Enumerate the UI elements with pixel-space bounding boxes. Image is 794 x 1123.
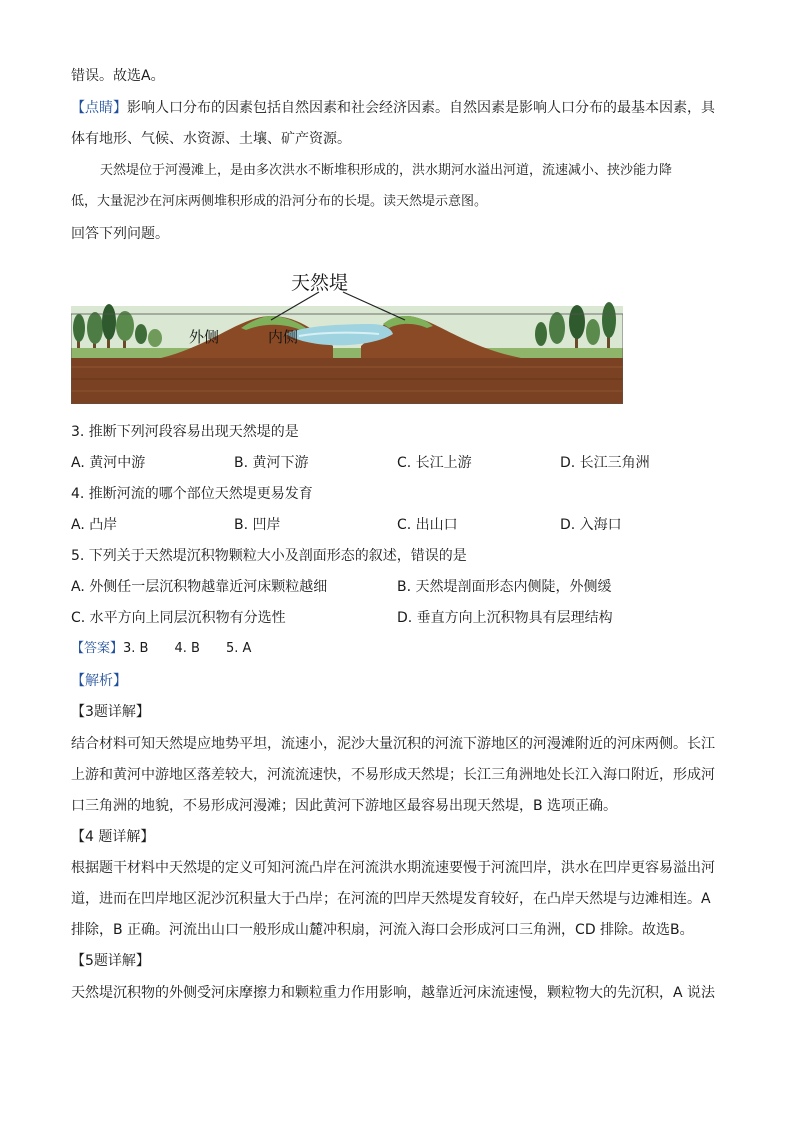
q5-option-b: B. 天然堤剖面形态内侧陡，外侧缓 <box>397 579 612 595</box>
figure-title: 天然堤 <box>291 272 349 294</box>
dianjing-tag: 【点睛】 <box>71 100 127 116</box>
q4-detail-line: 道，进而在凹岸地区泥沙沉积量大于凸岸；在河流的凹岸天然堤发育较好，在凸岸天然堤与边滩相连。A <box>71 891 711 907</box>
label-inner: 内侧 <box>268 328 299 346</box>
q3-detail-line: 口三角洲的地貌，不易形成河漫滩；因此黄河下游地区最容易出现天然堤，B 选项正确。 <box>71 798 618 814</box>
q4-option-c: C. 出山口 <box>397 517 458 533</box>
question-5-stem: 5. 下列关于天然堤沉积物颗粒大小及剖面形态的叙述，错误的是 <box>71 548 467 564</box>
analysis-tag: 【解析】 <box>71 673 127 689</box>
question-4-stem: 4. 推断河流的哪个部位天然堤更易发育 <box>71 486 313 502</box>
material-line: 天然堤位于河漫滩上，是由多次洪水不断堆积形成的，洪水期河水溢出河道，流速减小、挟沙能力降 <box>100 163 673 178</box>
q3-detail-line: 上游和黄河中游地区落差较大，河流流速快，不易形成天然堤；长江三角洲地处长江入海口附近，形成河 <box>71 767 715 783</box>
material-line: 低，大量泥沙在河床两侧堆积形成的沿河分布的长堤。读天然堤示意图。 <box>71 194 488 209</box>
levee-diagram <box>71 266 623 404</box>
q5-detail-head: 【5题详解】 <box>71 953 150 969</box>
answer-item: 5. A <box>225 641 252 656</box>
q4-detail-head: 【4 题详解】 <box>71 829 155 845</box>
q3-option-b: B. 黄河下游 <box>234 455 309 471</box>
answer-item: 4. B <box>174 641 200 656</box>
q5-option-c: C. 水平方向上同层沉积物有分选性 <box>71 610 286 626</box>
q3-option-d: D. 长江三角洲 <box>560 455 650 471</box>
q4-option-d: D. 入海口 <box>560 517 622 533</box>
q3-option-a: A. 黄河中游 <box>71 455 146 471</box>
text-line: 体有地形、气候、水资源、土壤、矿产资源。 <box>71 131 351 147</box>
question-3-stem: 3. 推断下列河段容易出现天然堤的是 <box>71 424 299 440</box>
answer-line <box>71 639 277 659</box>
q3-detail-line: 结合材料可知天然堤应地势平坦，流速小，泥沙大量沉积的河流下游地区的河漫滩附近的河床两侧。长江 <box>71 736 715 752</box>
q5-option-a: A. 外侧任一层沉积物越靠近河床颗粒越细 <box>71 579 328 595</box>
label-outer: 外侧 <box>189 328 220 346</box>
q5-option-d: D. 垂直方向上沉积物具有层理结构 <box>397 610 613 626</box>
q3-option-c: C. 长江上游 <box>397 455 472 471</box>
text-line: 错误。故选A。 <box>71 68 165 84</box>
answer-item: 3. B <box>123 641 149 656</box>
dianjing-paragraph <box>71 98 715 118</box>
q3-detail-head: 【3题详解】 <box>71 704 150 720</box>
dianjing-text: 影响人口分布的因素包括自然因素和社会经济因素。自然因素是影响人口分布的最基本因素，具 <box>127 100 715 116</box>
answer-tag: 【答案】 <box>71 641 124 656</box>
q4-detail-line: 排除，B 正确。河流出山口一般形成山麓冲积扇，河流入海口会形成河口三角洲，CD 排除。故选B。 <box>71 922 694 938</box>
q5-detail-line: 天然堤沉积物的外侧受河床摩擦力和颗粒重力作用影响，越靠近河床流速慢，颗粒物大的先沉积，A 说法 <box>71 985 716 1001</box>
q4-detail-line: 根据题干材料中天然堤的定义可知河流凸岸在河流洪水期流速要慢于河流凹岸，洪水在凹岸更容易溢出河 <box>71 860 715 876</box>
q4-option-a: A. 凸岸 <box>71 517 118 533</box>
prompt-line: 回答下列问题。 <box>71 226 169 242</box>
q4-option-b: B. 凹岸 <box>234 517 281 533</box>
